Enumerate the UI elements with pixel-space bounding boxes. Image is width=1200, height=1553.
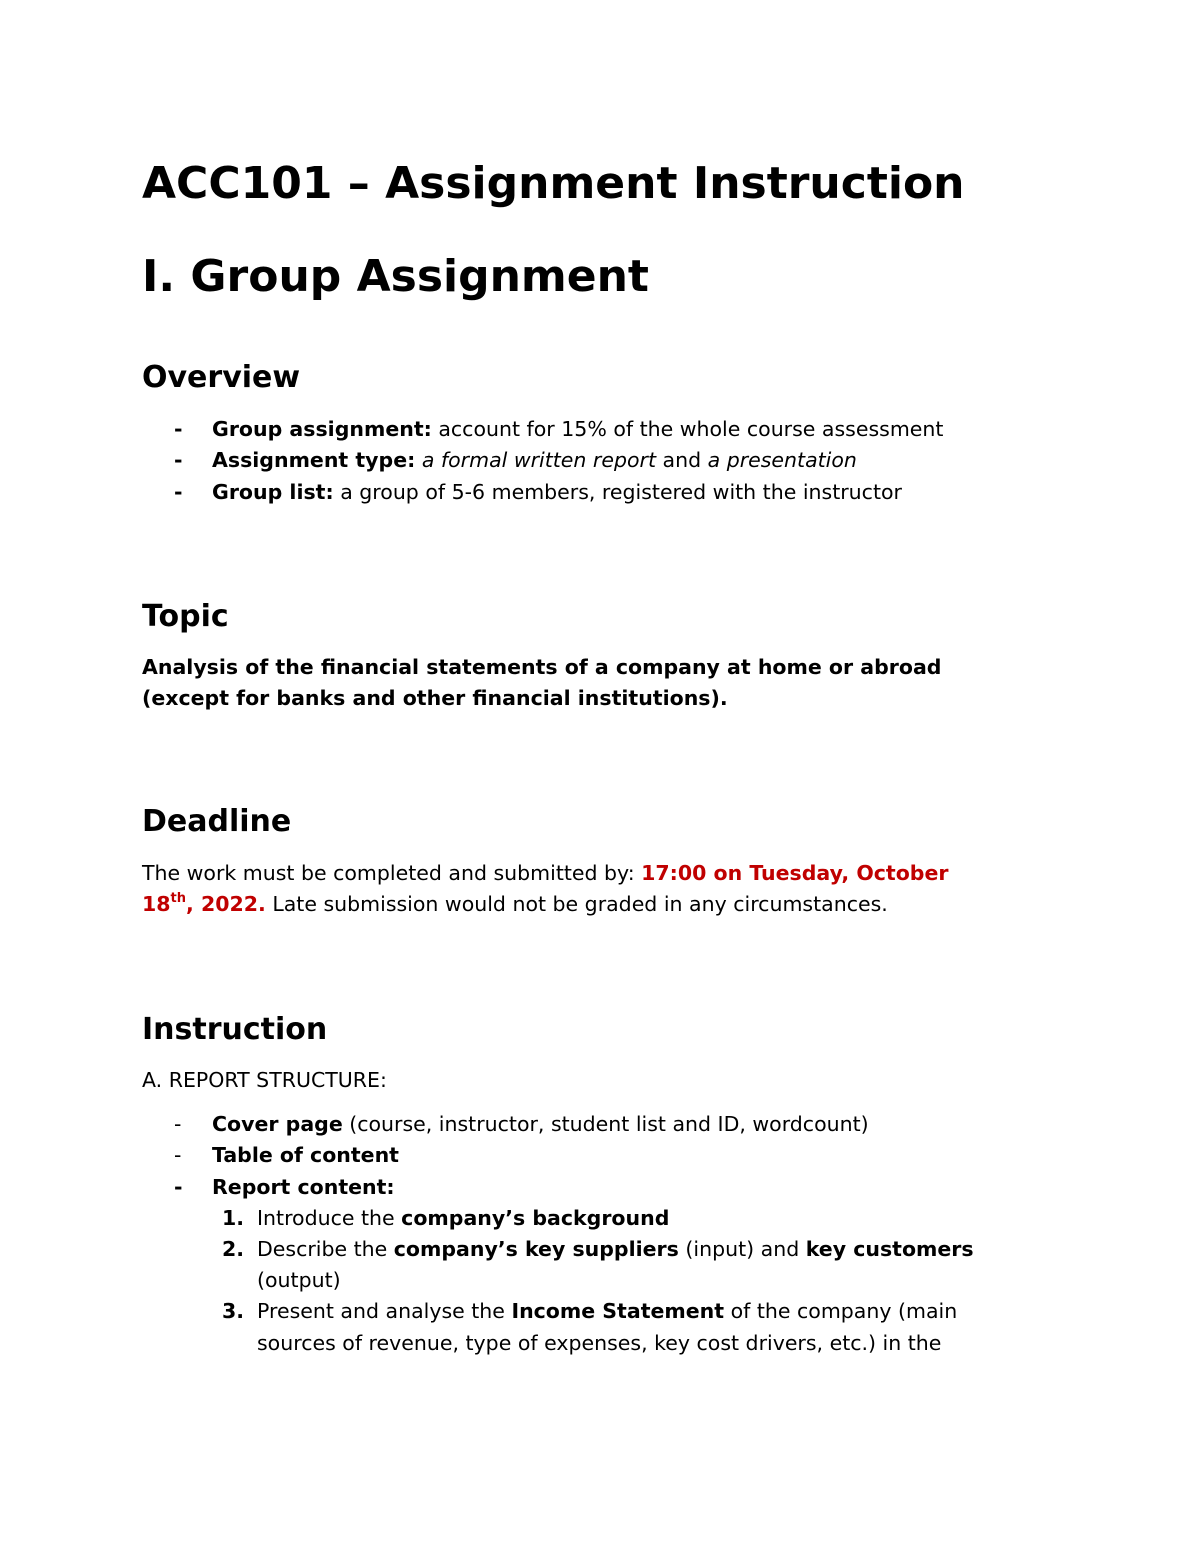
bullet-bold: Table of content <box>212 1143 399 1167</box>
overview-item-group-list <box>212 477 902 508</box>
report-structure-subheading: A. REPORT STRUCTURE: <box>142 1068 387 1092</box>
topic-line: Analysis of the financial statements of a company at home or abroad <box>142 655 942 679</box>
overview-bullet-dash: - <box>174 448 183 472</box>
deadline-lead-text: The work must be completed and submitted by: <box>142 861 642 885</box>
topic-heading: Topic <box>142 599 229 634</box>
numbered-item-continuation: sources of revenue, type of expenses, key cost drivers, etc.) in the <box>257 1331 942 1355</box>
deadline-day: 18 <box>142 892 171 916</box>
overview-bullet-dash: - <box>174 480 183 504</box>
overview-item-text: and <box>656 448 708 472</box>
overview-bullet-dash: - <box>174 417 183 441</box>
deadline-year: , 2022. <box>186 892 266 916</box>
numbered-item-text: Introduce the <box>257 1206 402 1230</box>
overview-item-group-assignment <box>212 414 943 445</box>
numbered-item-number: 1. <box>222 1206 245 1230</box>
overview-heading: Overview <box>142 360 301 395</box>
topic-line: (except for banks and other financial institutions). <box>142 686 728 710</box>
instruction-bullet-cover-page <box>212 1109 869 1140</box>
overview-item-text: account for 15% of the whole course assessment <box>431 417 944 441</box>
bullet-text: (course, instructor, student list and ID, wordcount) <box>342 1112 869 1136</box>
deadline-line-2 <box>142 889 888 920</box>
overview-item-text-italic: a presentation <box>707 448 857 472</box>
instruction-bullet-report-content <box>212 1172 395 1203</box>
overview-item-assignment-type <box>212 445 857 476</box>
instruction-bullet-table-of-content <box>212 1140 399 1171</box>
bullet-bold: Cover page <box>212 1112 343 1136</box>
numbered-item-text: (input) and <box>678 1237 806 1261</box>
deadline-day-suffix: th <box>170 891 187 906</box>
overview-item-text-italic: a formal written report <box>415 448 656 472</box>
deadline-line-1 <box>142 858 949 889</box>
numbered-item-text: Describe the <box>257 1237 394 1261</box>
numbered-item-bold: company’s key suppliers <box>393 1237 679 1261</box>
overview-item-label: Group list: <box>212 480 334 504</box>
document-title: ACC101 – Assignment Instruction <box>142 158 965 209</box>
instruction-bullet-dash: - <box>174 1143 182 1167</box>
numbered-item-number: 2. <box>222 1237 245 1261</box>
numbered-item-text: of the company (main <box>724 1299 958 1323</box>
numbered-item-suppliers-customers <box>257 1234 974 1265</box>
deadline-date: 17:00 on Tuesday, October <box>641 861 949 885</box>
instruction-heading: Instruction <box>142 1012 328 1047</box>
numbered-item-text: Present and analyse the <box>257 1299 512 1323</box>
overview-item-text: a group of 5-6 members, registered with the instructor <box>333 480 902 504</box>
instruction-bullet-dash: - <box>174 1112 182 1136</box>
deadline-tail-text: Late submission would not be graded in any circumstances. <box>265 892 888 916</box>
numbered-item-bold: key customers <box>805 1237 974 1261</box>
overview-item-label: Assignment type: <box>212 448 416 472</box>
deadline-heading: Deadline <box>142 804 292 839</box>
numbered-item-income-statement <box>257 1296 957 1327</box>
bullet-bold: Report content: <box>212 1175 395 1199</box>
section-title: I. Group Assignment <box>142 251 649 302</box>
numbered-item-continuation: (output) <box>257 1268 341 1292</box>
numbered-item-bold: company’s background <box>401 1206 670 1230</box>
instruction-bullet-dash: - <box>174 1175 183 1199</box>
overview-item-label: Group assignment: <box>212 417 432 441</box>
numbered-item-company-background <box>257 1203 669 1234</box>
numbered-item-number: 3. <box>222 1299 245 1323</box>
numbered-item-bold: Income Statement <box>511 1299 725 1323</box>
